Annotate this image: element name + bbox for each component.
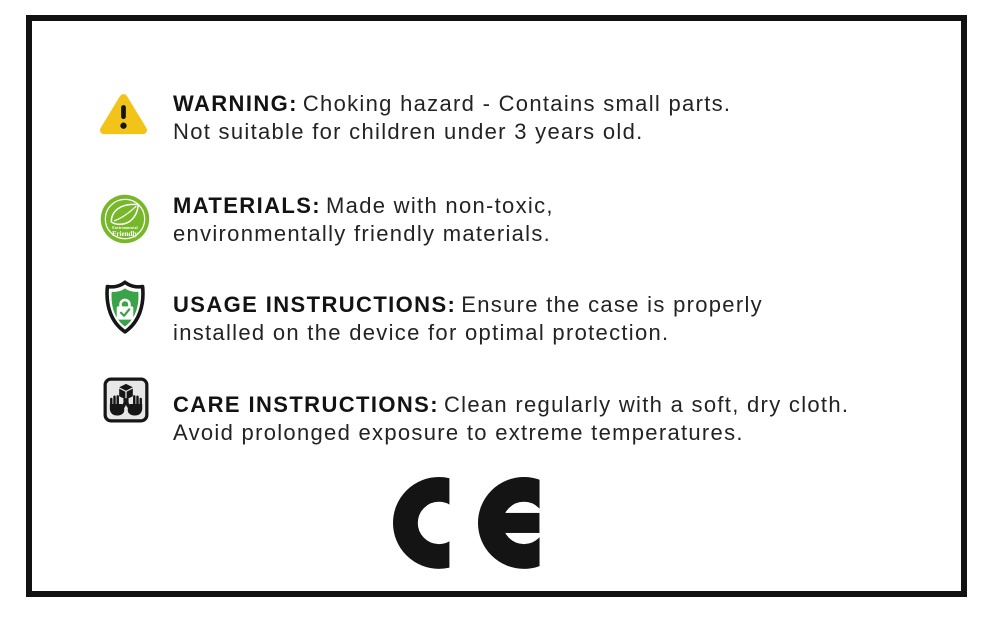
care-heading: CARE INSTRUCTIONS: [173, 392, 439, 417]
ce-letter-e-bar [495, 513, 539, 533]
usage-text-2: installed on the device for optimal protection. [173, 320, 670, 345]
usage-text-1: Ensure the case is properly [461, 292, 763, 317]
care-line-1 [173, 391, 849, 419]
usage-line-1 [173, 291, 763, 319]
badge-top-text: Environmental [112, 226, 138, 230]
care-section [173, 391, 849, 447]
warning-triangle-icon [100, 93, 147, 136]
materials-text-2: environmentally friendly materials. [173, 221, 552, 246]
care-text-2: Avoid prolonged exposure to extreme temperatures. [173, 420, 744, 445]
security-shield-lock-icon [102, 279, 148, 337]
exclamation-bar [121, 105, 126, 119]
eco-friendly-badge-icon [100, 194, 150, 244]
materials-section [173, 192, 554, 248]
warning-section [173, 90, 731, 146]
usage-section [173, 291, 763, 347]
ce-letter-c [405, 489, 472, 556]
care-text-1: Clean regularly with a soft, dry cloth. [443, 392, 850, 417]
usage-heading: USAGE INSTRUCTIONS: [173, 292, 457, 317]
warning-line-1 [173, 90, 731, 118]
warning-text-2: Not suitable for children under 3 years old. [173, 119, 644, 144]
exclamation-dot [120, 123, 126, 129]
warning-text-1: Choking hazard - Contains small parts. [302, 91, 732, 116]
materials-text-1: Made with non-toxic, [326, 193, 554, 218]
materials-line-1 [173, 192, 554, 220]
badge-bottom-text: Friendly [112, 230, 138, 239]
materials-heading: MATERIALS: [173, 193, 322, 218]
ce-mark-icon [393, 477, 540, 569]
handle-with-care-icon [103, 377, 149, 423]
warning-heading: WARNING: [173, 91, 298, 116]
